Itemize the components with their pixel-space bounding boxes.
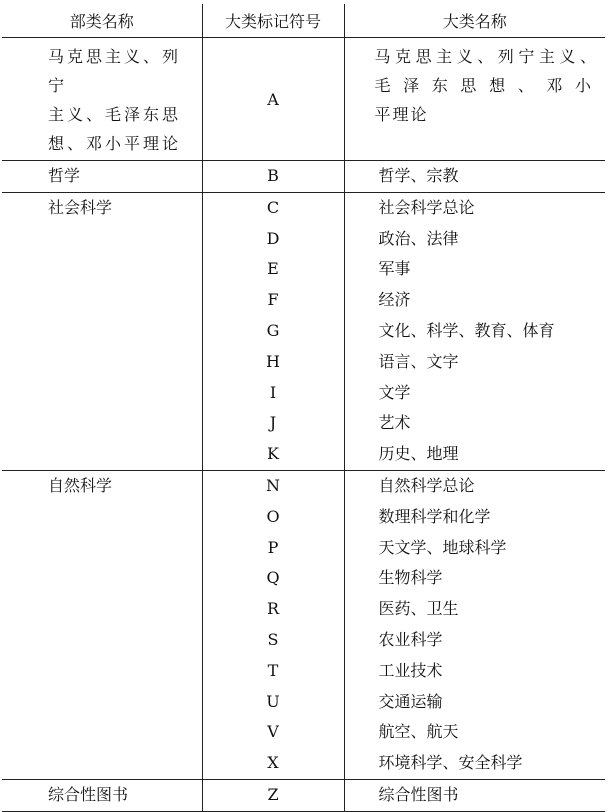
code-text: U [266,691,280,711]
category-text: 主义、毛泽东思 [48,105,182,124]
class-name-cell [344,38,605,161]
table-row [2,347,605,378]
table-row [2,470,605,501]
table-row [2,378,605,409]
code-text: H [266,351,280,371]
class-name-text: 数理科学和化学 [378,506,491,526]
code-text: O [266,506,280,526]
table-row [2,533,605,564]
table-row [2,748,605,779]
header-category: 部类名称 [2,4,202,38]
classification-table [2,4,605,812]
class-name-text: 天文学、地球科学 [378,537,507,557]
table-row [2,594,605,625]
table-row [2,316,605,347]
table-row [2,161,605,193]
category-text: 哲学 [48,166,81,185]
table-row [2,687,605,718]
class-name-text: 环境科学、安全科学 [378,753,523,773]
table-row [2,656,605,687]
table-row [2,563,605,594]
class-name-text: 文学 [378,382,411,402]
table-row [2,38,605,161]
class-name-text: 农业科学 [378,629,443,649]
code-text: Z [267,784,279,804]
code-text: X [267,753,279,773]
code-text: Q [266,568,280,588]
code-text: S [267,629,279,649]
table-row [2,625,605,656]
header-code: 大类标记符号 [202,4,344,38]
class-name-text: 生物科学 [378,568,443,588]
class-name-text: 医药、卫生 [378,599,459,619]
table-row [2,192,605,223]
code-text: I [269,382,277,402]
code-text: D [266,228,280,248]
category-text: 自然科学 [48,475,113,495]
class-name-text: 文化、科学、教育、体育 [378,320,555,340]
table-row [2,285,605,316]
table-row [2,502,605,533]
class-name-text: 马克思主义、列宁主义、 [374,47,597,66]
class-name-text: 军事 [378,259,411,279]
code-text: N [266,475,280,495]
table-row [2,779,605,811]
category-cell [2,38,202,161]
table-row [2,224,605,255]
code-text: C [266,197,280,217]
class-name-text: 航空、航天 [378,722,459,742]
category-text: 社会科学 [48,197,113,217]
code-text: G [266,320,280,340]
code-text: K [267,444,279,464]
class-name-text: 历史、地理 [378,444,459,464]
code-text: P [267,537,279,557]
code-text: F [267,290,279,310]
class-name-text: 综合性图书 [378,784,459,804]
code-text: R [266,599,280,619]
class-name-text: 艺术 [378,413,411,433]
class-name-text: 语言、文字 [378,351,459,371]
code-text: J [269,413,277,433]
code-text: E [267,259,279,279]
table-header-row [2,4,605,38]
table-row [2,717,605,748]
table-row [2,439,605,470]
category-text: 马克思主义、列宁 [48,47,182,95]
class-name-text: 社会科学总论 [378,197,475,217]
header-class-name: 大类名称 [344,4,605,38]
code-text: B [267,166,279,185]
table-row [2,408,605,439]
category-text: 想、邓小平理论 [48,134,182,153]
class-name-text: 工业技术 [378,660,443,680]
class-name-text: 平理论 [374,105,429,124]
category-text: 综合性图书 [48,784,129,804]
code-text: T [267,660,279,680]
class-name-text: 政治、法律 [378,228,459,248]
class-name-text: 自然科学总论 [378,475,475,495]
class-name-text: 经济 [378,290,411,310]
class-name-text: 交通运输 [378,691,443,711]
code-text: V [267,722,279,742]
class-name-text: 哲学、宗教 [378,166,459,185]
class-name-text: 毛泽东思想、邓小 [374,76,597,95]
code-cell: A [202,38,344,161]
table-row [2,254,605,285]
